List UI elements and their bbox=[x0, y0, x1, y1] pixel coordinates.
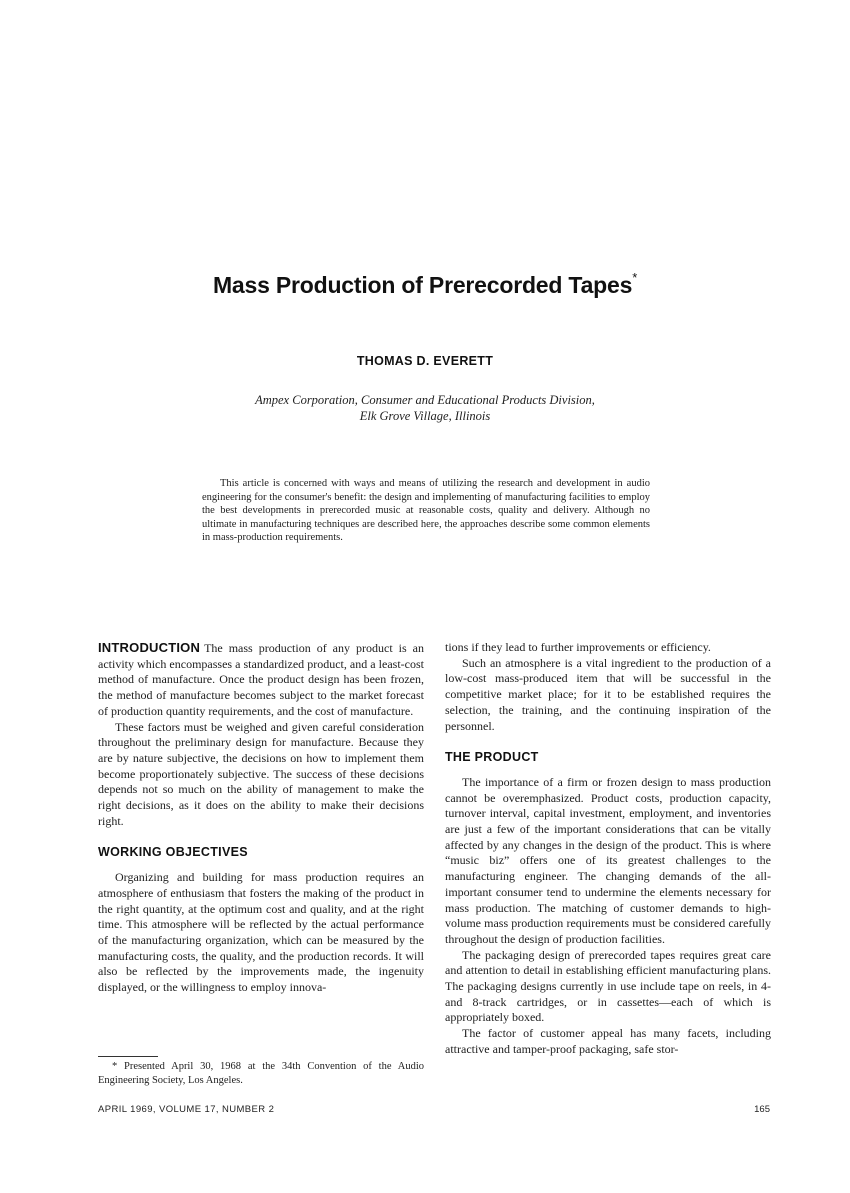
article-title bbox=[0, 272, 850, 299]
right-column bbox=[445, 640, 771, 1058]
footnote: * Presented April 30, 1968 at the 34th Convention of the Audio Engineering Society, Los Angeles. bbox=[98, 1061, 424, 1086]
introduction-paragraph-1-text: The mass production of any product is an activity which encompasses a standardized product, and a least-cost method of manufacture. Once the product design has been frozen, the method of manufacture becomes subject to the market forecast of production quantity requirements, and the cost of manufacture. bbox=[98, 641, 424, 718]
introduction-heading: INTRODUCTION bbox=[98, 640, 201, 655]
working-objectives-heading: WORKING OBJECTIVES bbox=[98, 845, 248, 860]
running-footer: APRIL 1969, VOLUME 17, NUMBER 2 bbox=[98, 1104, 275, 1115]
atmosphere-paragraph: Such an atmosphere is a vital ingredient to the production of a low-cost mass-produced item that will be successful in the competitive market place; for it to be established requires the selection, the training, and the continuing inspiration of the personnel. bbox=[445, 655, 771, 733]
working-objectives-paragraph-1: Organizing and building for mass production requires an atmosphere of enthusiasm that fosters the making of the product in the right quantity, at the optimum cost and quality, and at the right time. This atmosphere will be reflected by the actual performance of the manufacturing organization, which can be measured by the manufacturing costs, the quality, and the production records. It will also be reflected by the improvements made, the ingenuity displayed, or the willingness to employ innova- bbox=[98, 870, 424, 995]
footnote-divider bbox=[98, 1056, 158, 1057]
introduction-paragraph-2: These factors must be weighed and given careful consideration throughout the preliminary design for manufacture. Because they are by nature subjective, the decisions on how to implement them become proportionately subjective. The success of these decisions depends not so much on the ability of management to make the right decisions, as it does on the ability to make their decisions right. bbox=[98, 719, 424, 828]
continued-paragraph: tions if they lead to further improvements or efficiency. bbox=[445, 640, 711, 654]
page-number: 165 bbox=[754, 1104, 770, 1115]
left-column bbox=[98, 640, 424, 996]
abstract: This article is concerned with ways and means of utilizing the research and development in audio engineering for the consumer's benefit: the design and implementing of manufacturing facilities to employ the best developments in prerecorded music at reasonable costs, quality and delivery. Although no ultimate in manufacturing techniques are described here, the approaches describe some common elements in mass-production requirements. bbox=[202, 478, 650, 544]
affiliation-line-2: Elk Grove Village, Illinois bbox=[359, 409, 491, 423]
the-product-paragraph-3: The factor of customer appeal has many facets, including attractive and tamper-proof packaging, safe stor- bbox=[445, 1026, 771, 1056]
the-product-paragraph-2: The packaging design of prerecorded tapes requires great care and attention to detail in establishing efficient manufacturing plans. The packaging designs currently in use include tape on reels, in 4- and 8-track cartridges, or in cassettes—each of which is appropriately boxed. bbox=[445, 947, 771, 1025]
the-product-heading: THE PRODUCT bbox=[445, 750, 539, 765]
title-footnote-mark: * bbox=[632, 270, 638, 285]
the-product-paragraph-1: The importance of a firm or frozen design to mass production cannot be overemphasized. Product costs, production capacity, turnover interval, capital investment, employment, and inventories are just a few of the important considerations that can be vitally affected by any changes in the design of the product. This is where “music biz” offers one of its greatest challenges to the manufacturing engineer. The changing demands of the all-important consumer tend to undermine the elements necessary for mass production. The matching of customer demands to high-volume mass production requirements must be considered carefully throughout the design of production facilities. bbox=[445, 774, 771, 946]
article-title-text: Mass Production of Prerecorded Tapes bbox=[212, 272, 633, 298]
author-affiliation bbox=[0, 392, 850, 424]
affiliation-line-1: Ampex Corporation, Consumer and Educational Products Division, bbox=[255, 393, 595, 407]
author-name: THOMAS D. EVERETT bbox=[356, 354, 494, 368]
introduction-paragraph-1 bbox=[98, 640, 424, 720]
